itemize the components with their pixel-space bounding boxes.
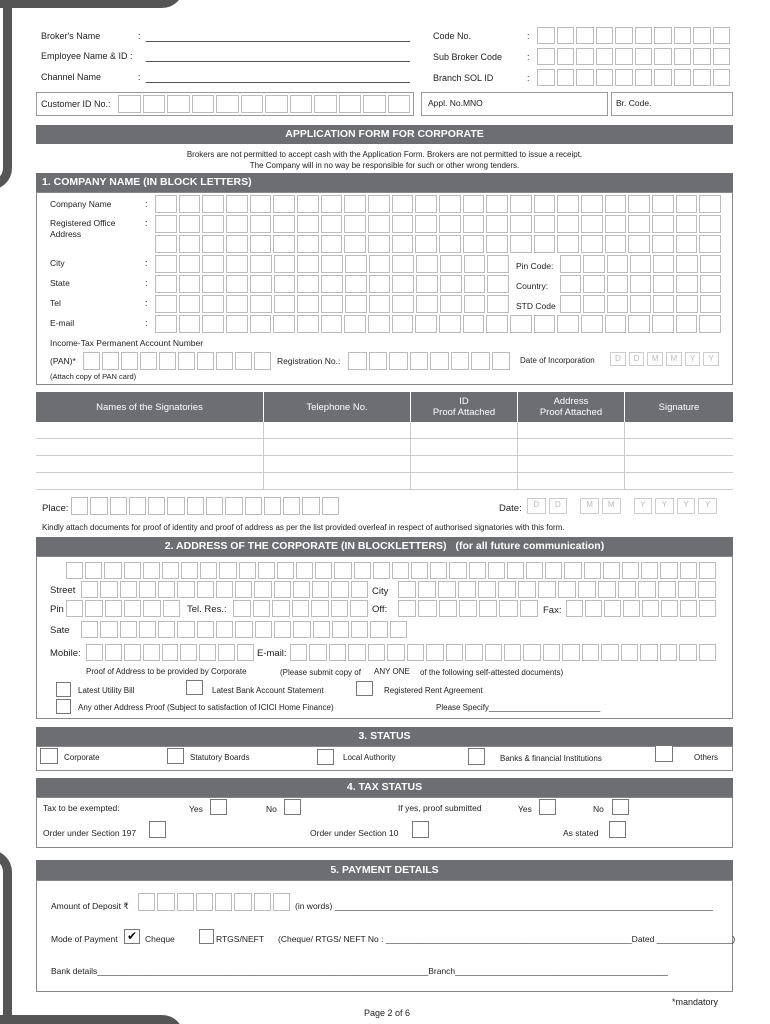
please-specify-field[interactable]: Please Specify_________________________	[436, 703, 601, 712]
place-label: Place:	[42, 503, 69, 514]
date-cell: Y	[655, 498, 674, 514]
any-one-text: ANY ONE	[374, 667, 410, 676]
registration-no-cells[interactable]	[348, 352, 510, 370]
latest-bank-statement-checkbox[interactable]	[186, 680, 203, 695]
mode-of-payment-label: Mode of Payment	[51, 934, 118, 944]
colon: :	[138, 31, 141, 41]
colon: :	[138, 72, 141, 82]
proof-submit-text: (Please submit copy of	[280, 668, 361, 677]
registration-no-label: Registration No.:	[277, 356, 341, 366]
channel-name-field[interactable]	[146, 82, 410, 83]
fax-label: Fax:	[543, 605, 562, 616]
notice-line-2: The Company will in no way be responsible for such or other wrong tenders.	[249, 161, 520, 170]
colon: :	[145, 218, 148, 228]
column-header-signature: Signature	[658, 401, 700, 413]
statutory-boards-label: Statutory Boards	[190, 753, 250, 762]
table-row[interactable]	[36, 456, 733, 473]
signatories-table-header	[36, 392, 733, 422]
std-code-cells[interactable]	[560, 295, 721, 313]
colon: :	[527, 52, 530, 62]
sate-label: Sate	[50, 625, 70, 636]
order-10-label: Order under Section 10	[310, 828, 399, 838]
as-stated-checkbox[interactable]	[609, 821, 626, 838]
colon: :	[527, 31, 530, 41]
tax-exempted-no-checkbox[interactable]	[284, 799, 301, 815]
order-10-checkbox[interactable]	[412, 821, 429, 838]
address-label: Address	[50, 229, 82, 239]
amount-of-deposit-label: Amount of Deposit ₹	[51, 901, 129, 911]
date-of-incorporation-label: Date of Incorporation	[520, 356, 595, 365]
mobile-label: Mobile:	[50, 648, 81, 659]
table-row[interactable]	[36, 439, 733, 456]
date-cell: Y	[677, 498, 696, 514]
section-1-title: 1. COMPANY NAME (IN BLOCK LETTERS)	[36, 173, 733, 192]
page-edge-decoration-left-top	[0, 0, 12, 190]
sub-broker-code-label: Sub Broker Code	[433, 52, 503, 62]
latest-utility-bill-label: Latest Utility Bill	[78, 686, 135, 695]
page-number: Page 2 of 6	[364, 1008, 411, 1018]
section-4-title: 4. TAX STATUS	[36, 778, 733, 797]
any-other-proof-label: Any other Address Proof (Subject to satisfaction of ICICI Home Finance)	[78, 703, 334, 712]
section-3-title: 3. STATUS	[36, 727, 733, 746]
latest-bank-statement-label: Latest Bank Account Statement	[212, 686, 324, 695]
local-authority-checkbox[interactable]	[317, 749, 334, 765]
registered-office-label: Registered Office	[50, 218, 116, 228]
brokers-name-label: Broker's Name	[41, 31, 101, 41]
tel-res-label: Tel. Res.:	[187, 604, 227, 615]
country-label: Country:	[516, 281, 549, 291]
pin-code-label: Pin Code:	[516, 261, 554, 271]
signatories-note: Kindly attach documents for proof of identity and proof of address as per the list provided overleaf in respect of authorised signatories with this form.	[42, 523, 565, 532]
tel-res-cells[interactable]	[233, 600, 368, 617]
proof-no-checkbox[interactable]	[612, 799, 629, 815]
email-cells-2[interactable]	[290, 644, 716, 661]
proof-no-label: No	[593, 804, 604, 814]
city-cells[interactable]	[155, 255, 509, 273]
code-no-cells[interactable]	[537, 27, 730, 44]
date-cell: M	[666, 352, 682, 366]
branch-sol-id-label: Branch SOL ID	[433, 73, 494, 83]
date-cell: Y	[698, 498, 717, 514]
page-corner-decoration-top	[0, 0, 184, 8]
section-2-title-text: 2. ADDRESS OF THE CORPORATE (IN BLOCKLETTERS)	[164, 540, 447, 552]
proof-of-address-intro: Proof of Address to be provided by Corporate	[86, 667, 247, 676]
column-header-names: Names of the Signatories	[36, 392, 264, 422]
table-row[interactable]	[36, 473, 733, 490]
customer-id-cells[interactable]	[118, 95, 410, 113]
column-header-id-proof: ID Proof Attached	[411, 392, 518, 422]
date-cell: M	[647, 352, 663, 366]
std-code-label: STD Code	[516, 301, 556, 311]
date-cell: Y	[703, 352, 719, 366]
section-2-title	[36, 537, 733, 556]
employee-name-field[interactable]	[146, 61, 410, 62]
corporate-checkbox[interactable]	[40, 748, 58, 764]
colon: :	[145, 298, 148, 308]
brokers-name-field[interactable]	[146, 41, 410, 42]
any-other-proof-checkbox[interactable]	[56, 699, 71, 714]
proof-yes-label: Yes	[518, 804, 532, 814]
order-197-checkbox[interactable]	[149, 821, 166, 838]
pan-label-line-2: (PAN)*	[50, 356, 76, 366]
pan-cells[interactable]	[83, 352, 271, 370]
statutory-boards-checkbox[interactable]	[167, 748, 184, 764]
mandatory-note: *mandatory	[672, 997, 719, 1007]
others-label: Others	[694, 753, 719, 762]
date-cell: Y	[685, 352, 701, 366]
date-label: Date:	[499, 503, 522, 514]
order-197-label: Order under Section 197	[43, 828, 137, 838]
city-label-2: City	[372, 586, 389, 597]
yes-label: Yes	[189, 804, 203, 814]
street-label: Street	[50, 585, 76, 596]
email-cells[interactable]	[155, 315, 721, 333]
corporate-label: Corporate	[64, 753, 100, 762]
company-name-cells[interactable]	[155, 195, 721, 213]
page-edge-decoration-left-bottom	[0, 850, 12, 1024]
appl-no-label: Appl. No.MNO	[428, 98, 483, 108]
sate-cells[interactable]	[81, 621, 407, 638]
date-cell: D	[527, 498, 546, 514]
others-checkbox[interactable]	[655, 745, 673, 762]
latest-utility-bill-checkbox[interactable]	[56, 682, 71, 697]
section-2-title-suffix: (for all future communication)	[455, 540, 605, 552]
customer-id-label: Customer ID No.:	[41, 99, 111, 109]
column-header-telephone: Telephone No.	[264, 392, 411, 422]
form-title: APPLICATION FORM FOR CORPORATE	[36, 125, 733, 144]
date-cell: Y	[634, 498, 653, 514]
pan-label-line-1: Income-Tax Permanent Account Number	[50, 338, 204, 348]
banks-label: Banks & financial Institutions	[500, 754, 602, 763]
state-label: State	[50, 278, 70, 288]
email-label-2: E-mail:	[257, 648, 287, 659]
date-cell: M	[580, 498, 599, 514]
fax-cells[interactable]	[566, 600, 716, 617]
local-authority-label: Local Authority	[343, 753, 396, 762]
signatory-date-cells[interactable]	[527, 498, 720, 514]
address-cells-row-1[interactable]	[155, 215, 721, 233]
pan-note: (Attach copy of PAN card)	[50, 372, 137, 381]
address-line-cells[interactable]	[66, 562, 716, 579]
state-cells[interactable]	[155, 275, 509, 293]
mobile-cells[interactable]	[86, 644, 254, 661]
city-cells-2[interactable]	[398, 581, 716, 598]
notice-line-1: Brokers are not permitted to accept cash with the Application Form. Brokers are not permitted to issue a receipt.	[186, 150, 583, 159]
street-cells[interactable]	[81, 581, 368, 598]
br-code-label: Br. Code.	[616, 98, 652, 108]
tel-label: Tel	[50, 298, 61, 308]
rtgs-neft-checkbox[interactable]	[199, 929, 214, 944]
check-mark-icon: ✔	[126, 929, 138, 943]
column-header-address-proof: Address Proof Attached	[518, 392, 625, 422]
branch-sol-id-cells[interactable]	[537, 69, 730, 86]
rtgs-neft-label: RTGS/NEFT	[216, 934, 265, 944]
colon: :	[145, 199, 148, 209]
tel-cells[interactable]	[155, 295, 509, 313]
country-cells[interactable]	[560, 275, 721, 293]
company-name-label: Company Name	[50, 199, 112, 209]
date-cell: D	[610, 352, 626, 366]
amount-cells[interactable]	[138, 893, 290, 911]
as-stated-label: As stated	[563, 828, 599, 838]
registered-rent-checkbox[interactable]	[356, 681, 373, 696]
off-label: Off:	[372, 604, 388, 615]
address-cells-row-2[interactable]	[155, 235, 721, 253]
colon: :	[145, 258, 148, 268]
code-no-label: Code No.	[433, 31, 472, 41]
channel-name-label: Channel Name	[41, 72, 102, 82]
registered-rent-label: Registered Rent Agreement	[384, 686, 483, 695]
proof-rest-text: of the following self-attested documents)	[420, 668, 564, 677]
city-label: City	[50, 258, 65, 268]
if-yes-proof-label: If yes, proof submitted	[398, 803, 482, 813]
colon: :	[145, 278, 148, 288]
table-row[interactable]	[36, 422, 733, 439]
cheque-checkbox[interactable]	[124, 929, 140, 944]
pin-code-cells[interactable]	[560, 255, 721, 273]
pin-label: Pin	[50, 604, 64, 615]
cheque-no-field[interactable]: (Cheque/ RTGS/ NEFT No : ____________________________________________________Dated ________________)	[278, 934, 736, 944]
no-label: No	[266, 804, 277, 814]
tax-exempted-label: Tax to be exempted:	[43, 803, 120, 813]
date-cell: M	[602, 498, 621, 514]
pin-cells[interactable]	[66, 600, 180, 617]
date-cell: D	[629, 352, 645, 366]
colon: :	[527, 73, 530, 83]
email-label: E-mail	[50, 318, 75, 328]
page-corner-decoration-bottom	[0, 1015, 184, 1024]
off-cells[interactable]	[398, 600, 538, 617]
date-of-incorporation-cells[interactable]	[610, 352, 722, 366]
colon: :	[145, 318, 148, 328]
bank-details-field[interactable]: Bank details______________________________________________________________________Branch_____________________________________________	[51, 966, 668, 976]
cheque-label: Cheque	[145, 934, 175, 944]
proof-yes-checkbox[interactable]	[539, 799, 556, 815]
sub-broker-code-cells[interactable]	[537, 48, 730, 65]
banks-checkbox[interactable]	[468, 748, 485, 765]
notice	[36, 149, 733, 171]
date-cell: D	[549, 498, 568, 514]
employee-name-label: Employee Name & ID :	[41, 51, 133, 61]
tax-exempted-yes-checkbox[interactable]	[210, 799, 227, 815]
place-cells[interactable]	[71, 497, 339, 515]
amount-in-words-field[interactable]: (in words) ________________________________________________________________________________	[295, 901, 713, 911]
section-5-title: 5. PAYMENT DETAILS	[36, 860, 733, 880]
